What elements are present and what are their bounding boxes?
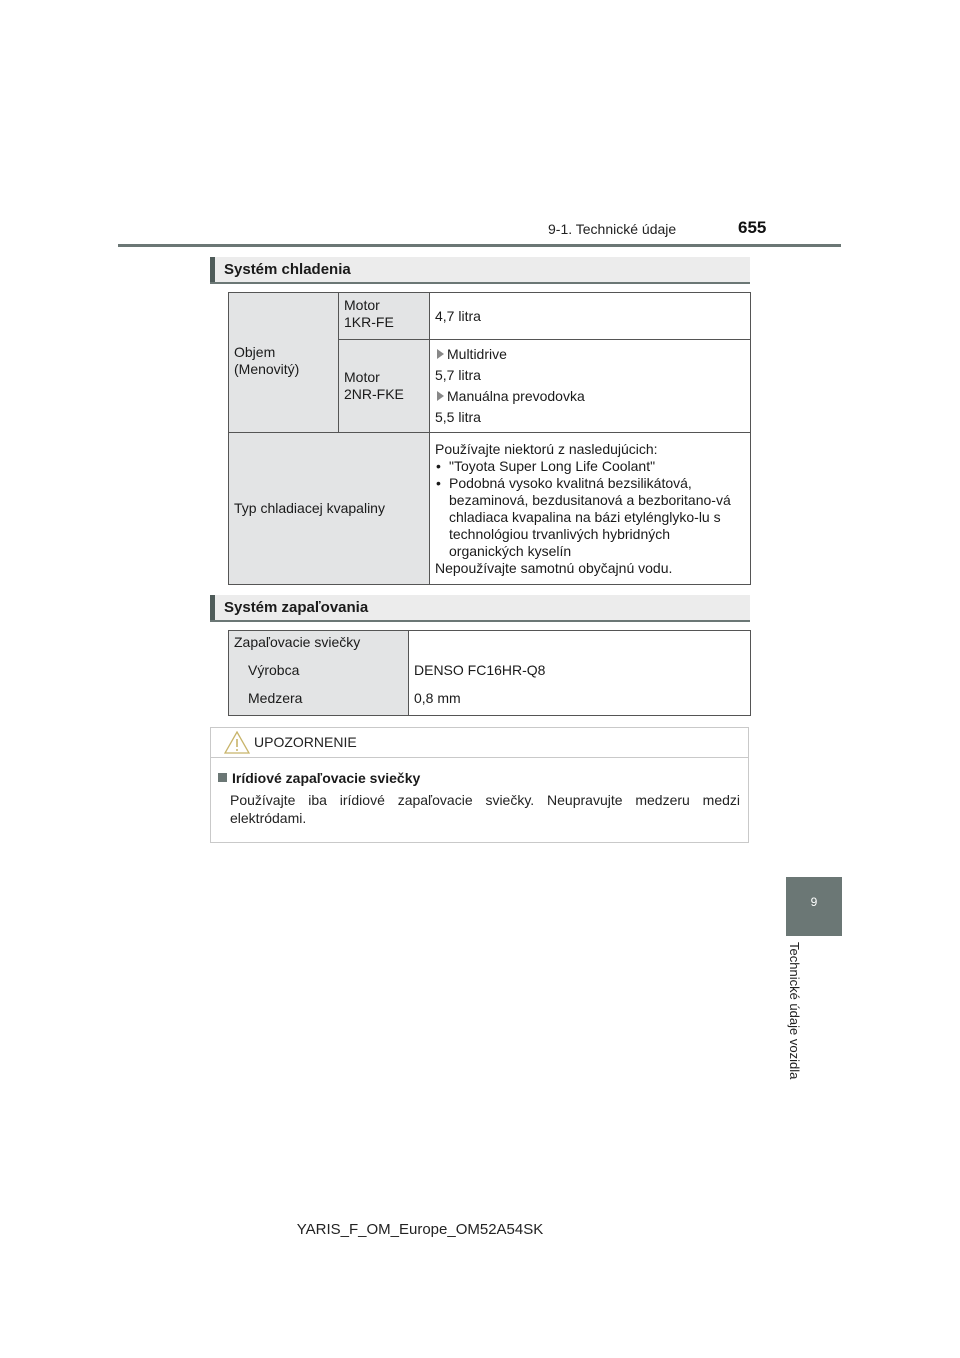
- coolant-intro: Používajte niektorú z nasledujúcich:: [435, 440, 658, 457]
- engine2-variant1: Multidrive: [447, 346, 507, 362]
- caution-heading-text: Irídiové zapaľovacie sviečky: [232, 770, 421, 786]
- plugs-label: Zapaľovacie sviečky: [234, 634, 361, 650]
- coolant-note: Nepoužívajte samotnú obyčajnú vodu.: [435, 559, 673, 576]
- cooling-table: [228, 292, 751, 585]
- engine1-value: [430, 293, 751, 340]
- caution-heading: [218, 770, 420, 786]
- warning-icon: [224, 731, 250, 754]
- engine2-value2: 5,5 litra: [435, 409, 481, 425]
- coolant-list: [435, 458, 745, 560]
- engine2-value1: 5,7 litra: [435, 367, 481, 383]
- capacity-label: Objem (Menovitý): [229, 293, 339, 433]
- engine2-variant2: Manuálna prevodovka: [447, 388, 585, 404]
- cooling-heading-text: Systém chladenia: [224, 261, 351, 278]
- ignition-heading: [210, 595, 750, 622]
- square-bullet-icon: [218, 773, 227, 782]
- coolant-label: Typ chladiacej kvapaliny: [229, 433, 430, 585]
- engine1-value-text: 4,7 litra: [435, 307, 481, 324]
- engine2-label: Motor 2NR-FKE: [339, 340, 430, 433]
- chapter-tab[interactable]: [786, 877, 842, 936]
- engine2-values: [430, 340, 751, 433]
- maker-value: DENSO FC16HR-Q8: [414, 662, 546, 678]
- ignition-heading-text: Systém zapaľovania: [224, 599, 369, 616]
- section-title: 9-1. Technické údaje: [548, 221, 677, 237]
- ignition-values: [409, 631, 751, 716]
- caution-title: UPOZORNENIE: [254, 734, 357, 750]
- ignition-table: [228, 630, 751, 716]
- page-number: 655: [738, 218, 767, 237]
- gap-value: 0,8 mm: [414, 690, 461, 706]
- gap-label: Medzera: [248, 690, 303, 706]
- ignition-labels: [229, 631, 409, 716]
- caution-box: [210, 727, 749, 843]
- arrow-right-icon: [437, 391, 444, 401]
- caution-divider: [211, 757, 748, 758]
- document-code: YARIS_F_OM_Europe_OM52A54SK: [296, 1221, 544, 1238]
- coolant-value: [430, 433, 751, 585]
- cooling-heading: [210, 257, 750, 284]
- caution-text: Používajte iba irídiové zapaľovacie sviečky. Neupravujte medzeru medzi elektródami.: [230, 792, 740, 826]
- arrow-right-icon: [437, 349, 444, 359]
- header-rule: [118, 244, 841, 247]
- chapter-label: Technické údaje vozidla: [787, 942, 802, 1080]
- engine1-label: Motor 1KR-FE: [339, 293, 430, 340]
- coolant-item: • Podobná vysoko kvalitná bezsilikátová, bezaminová, bezdusitanová a bezboritano-vá chladiaca kvapalina na bázi etylénglyko-lu s technológiou trvanlivých hybridných organických kyselín: [435, 475, 745, 560]
- maker-label: Výrobca: [248, 662, 300, 678]
- coolant-item: • "Toyota Super Long Life Coolant": [435, 458, 745, 475]
- chapter-number: 9: [810, 895, 818, 909]
